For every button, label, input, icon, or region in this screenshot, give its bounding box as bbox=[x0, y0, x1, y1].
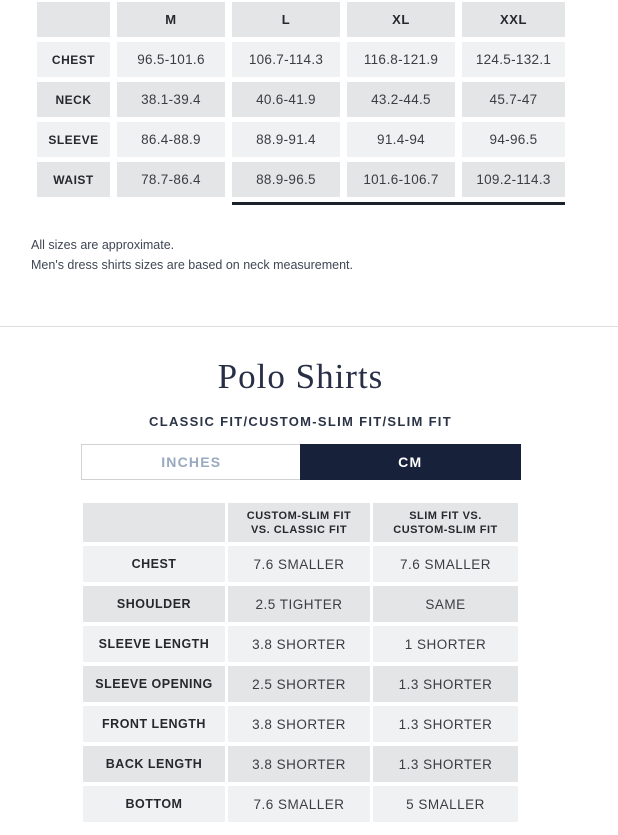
row-label: SHOULDER bbox=[83, 586, 225, 622]
size-column-header: L bbox=[232, 2, 340, 37]
row-label: WAIST bbox=[37, 162, 110, 197]
row-label: NECK bbox=[37, 82, 110, 117]
size-cell: 86.4-88.9 bbox=[117, 122, 225, 157]
size-column-header: M bbox=[117, 2, 225, 37]
fit-cell: 7.6 SMALLER bbox=[373, 546, 518, 582]
fit-cell: 2.5 TIGHTER bbox=[228, 586, 370, 622]
fit-table-header-row bbox=[83, 503, 601, 542]
fit-cell: 7.6 SMALLER bbox=[228, 546, 370, 582]
table-row bbox=[83, 786, 601, 822]
size-cell: 91.4-94 bbox=[347, 122, 455, 157]
section-divider bbox=[0, 326, 618, 327]
table-row bbox=[83, 706, 601, 742]
size-column-header: XXL bbox=[462, 2, 565, 37]
fit-column-header-line: CUSTOM-SLIM FIT bbox=[246, 509, 352, 522]
fit-cell: 3.8 SHORTER bbox=[228, 746, 370, 782]
row-label: SLEEVE bbox=[37, 122, 110, 157]
fit-column-header-line: CUSTOM-SLIM FIT bbox=[393, 523, 498, 536]
fit-cell: 3.8 SHORTER bbox=[228, 706, 370, 742]
corner-cell bbox=[83, 503, 225, 542]
row-label: SLEEVE OPENING bbox=[83, 666, 225, 702]
fit-column-header-line: VS. CLASSIC FIT bbox=[250, 523, 348, 536]
fit-column-header bbox=[373, 503, 518, 542]
table-row bbox=[37, 42, 601, 77]
size-cell: 78.7-86.4 bbox=[117, 162, 225, 197]
fit-cell: 5 SMALLER bbox=[373, 786, 518, 822]
size-notes bbox=[31, 235, 601, 275]
table-scrollbar-thumb[interactable] bbox=[232, 202, 565, 205]
fit-cell: 2.5 SHORTER bbox=[228, 666, 370, 702]
corner-cell bbox=[37, 2, 110, 37]
toggle-cm[interactable]: CM bbox=[300, 444, 521, 480]
fit-comparison-table bbox=[83, 503, 601, 822]
row-label: CHEST bbox=[37, 42, 110, 77]
fit-cell: 1.3 SHORTER bbox=[373, 706, 518, 742]
toggle-inches[interactable]: INCHES bbox=[82, 445, 302, 479]
table-row bbox=[37, 82, 601, 117]
mens-size-table bbox=[37, 2, 601, 197]
size-cell: 45.7-47 bbox=[462, 82, 565, 117]
size-cell: 88.9-96.5 bbox=[232, 162, 340, 197]
row-label: SLEEVE LENGTH bbox=[83, 626, 225, 662]
table-row bbox=[83, 586, 601, 622]
size-cell: 116.8-121.9 bbox=[347, 42, 455, 77]
size-cell: 106.7-114.3 bbox=[232, 42, 340, 77]
row-label: BOTTOM bbox=[83, 786, 225, 822]
size-note: All sizes are approximate. bbox=[31, 238, 175, 252]
fit-cell: SAME bbox=[373, 586, 518, 622]
fit-cell: 1.3 SHORTER bbox=[373, 746, 518, 782]
size-cell: 43.2-44.5 bbox=[347, 82, 455, 117]
size-cell: 38.1-39.4 bbox=[117, 82, 225, 117]
size-cell: 124.5-132.1 bbox=[462, 42, 565, 77]
table-row bbox=[37, 162, 601, 197]
size-column-header: XL bbox=[347, 2, 455, 37]
table-row bbox=[83, 746, 601, 782]
size-cell: 96.5-101.6 bbox=[117, 42, 225, 77]
row-label: BACK LENGTH bbox=[83, 746, 225, 782]
unit-toggle bbox=[81, 444, 521, 480]
fit-cell: 1.3 SHORTER bbox=[373, 666, 518, 702]
fit-cell: 1 SHORTER bbox=[373, 626, 518, 662]
fit-cell: 7.6 SMALLER bbox=[228, 786, 370, 822]
size-cell: 40.6-41.9 bbox=[232, 82, 340, 117]
fit-column-header-line: SLIM FIT VS. bbox=[409, 509, 482, 522]
section-title: Polo Shirts bbox=[217, 357, 384, 396]
table-row bbox=[83, 546, 601, 582]
table-row bbox=[83, 666, 601, 702]
section-subtitle: CLASSIC FIT/CUSTOM-SLIM FIT/SLIM FIT bbox=[149, 414, 452, 429]
fit-column-header bbox=[228, 503, 370, 542]
size-table-header-row bbox=[37, 2, 601, 37]
size-cell: 94-96.5 bbox=[462, 122, 565, 157]
fit-cell: 3.8 SHORTER bbox=[228, 626, 370, 662]
size-cell: 88.9-91.4 bbox=[232, 122, 340, 157]
size-cell: 101.6-106.7 bbox=[347, 162, 455, 197]
size-note: Men's dress shirts sizes are based on neck measurement. bbox=[31, 258, 353, 272]
table-row bbox=[37, 122, 601, 157]
table-row bbox=[83, 626, 601, 662]
row-label: CHEST bbox=[83, 546, 225, 582]
row-label: FRONT LENGTH bbox=[83, 706, 225, 742]
size-cell: 109.2-114.3 bbox=[462, 162, 565, 197]
